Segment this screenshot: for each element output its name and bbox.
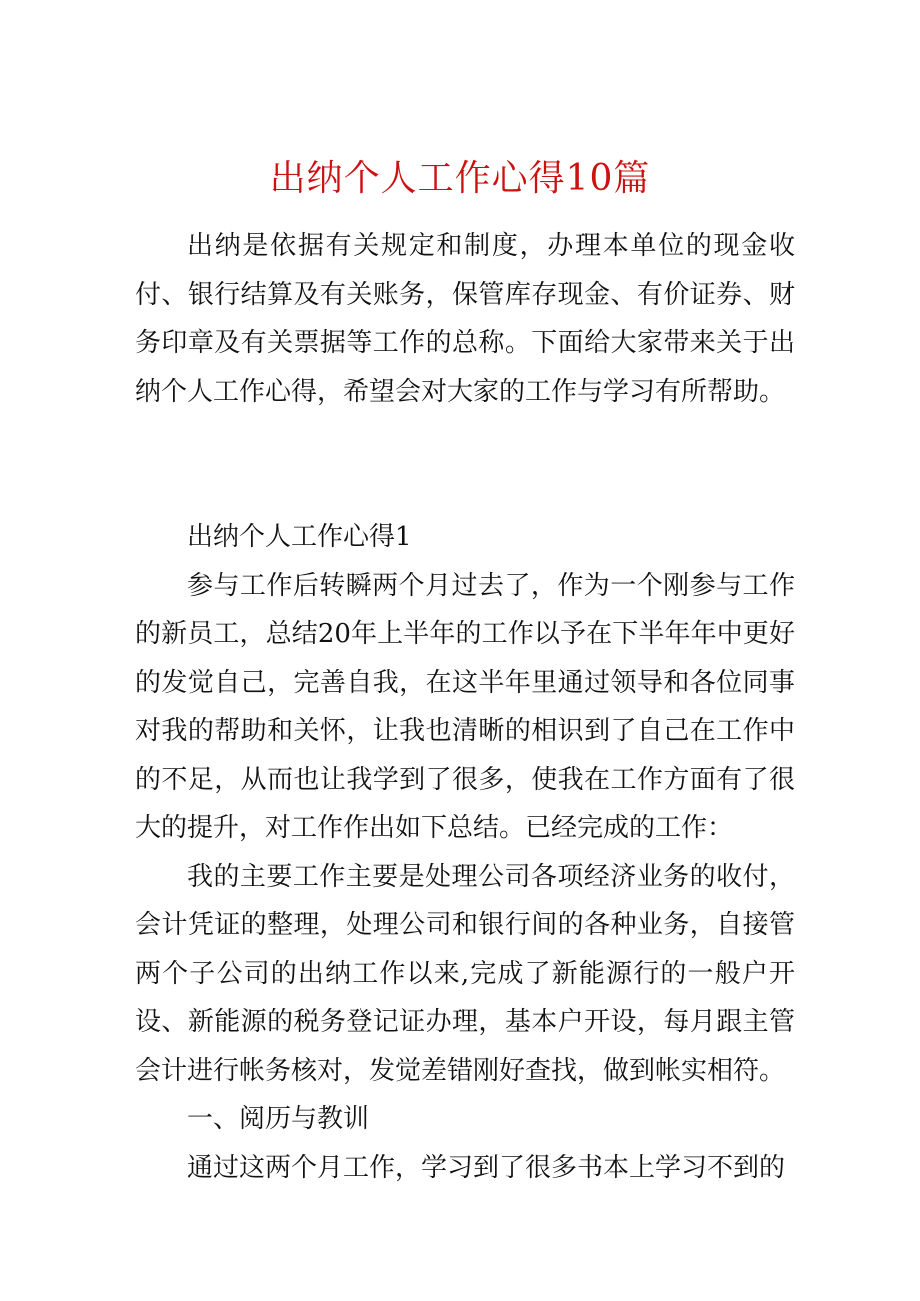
document-title: 出纳个人工作心得10篇 — [269, 158, 651, 199]
section-heading: 出纳个人工作心得1 — [187, 522, 412, 552]
subsection-heading: 一、阅历与教训 — [187, 1104, 370, 1134]
body-paragraph-1: 参与工作后转瞬两个月过去了，作为一个刚参与工作的新员工，总结20年上半年的工作以予在下半年年中更好的发觉自己，完善自我，在这半年里通过领导和各位同事对我的帮助和关怀，让我也清晰的相识到了自己在工作中的不足，从而也让我学到了很多，使我在工作方面有了很大的提升，对工作作出如下总结。已经完成的工作： — [135, 570, 795, 843]
body-paragraph-2: 我的主要工作主要是处理公司各项经济业务的收付，会计凭证的整理，处理公司和银行间的各种业务，自接管两个子公司的出纳工作以来,完成了新能源行的一般户开设、新能源的税务登记证办理，基本户开设，每月跟主管会计进行帐务核对，发觉差错刚好查找，做到帐实相符。 — [135, 861, 795, 1086]
intro-paragraph: 出纳是依据有关规定和制度，办理本单位的现金收付、银行结算及有关账务，保管库存现金、有价证券、财务印章及有关票据等工作的总称。下面给大家带来关于出纳个人工作心得，希望会对大家的工作与学习有所帮助。 — [135, 231, 795, 407]
document-body — [135, 222, 795, 1192]
body-paragraph-3: 通过这两个月工作，学习到了很多书本上学习不到的 — [187, 1152, 786, 1183]
section-spacer — [135, 416, 795, 513]
